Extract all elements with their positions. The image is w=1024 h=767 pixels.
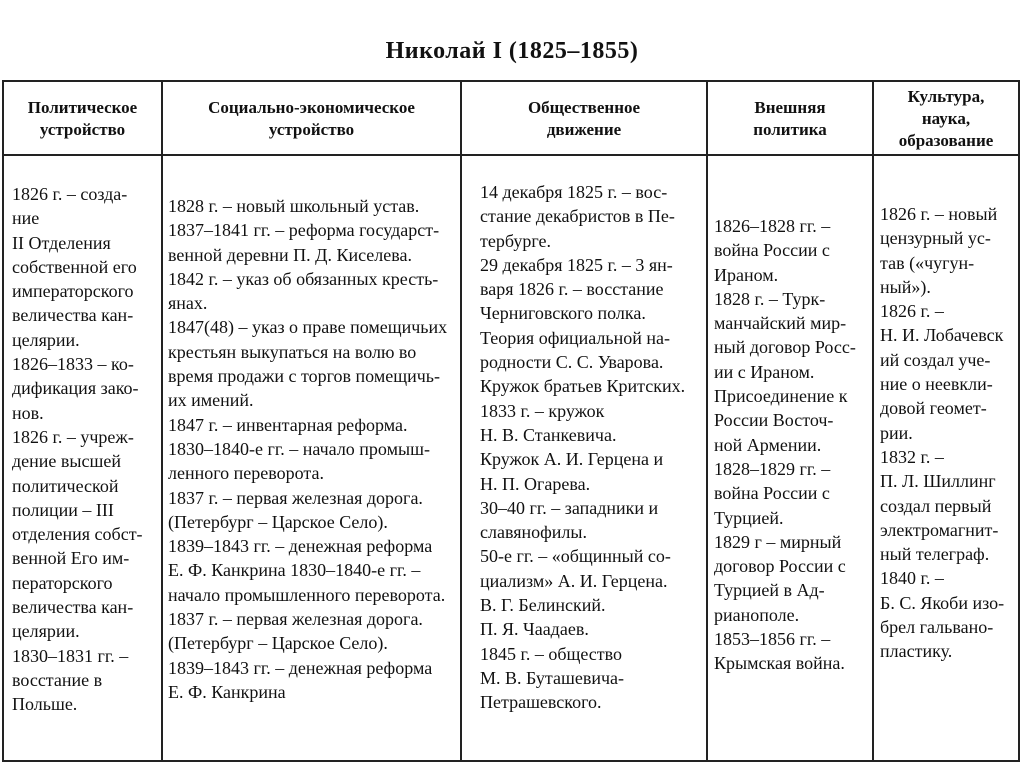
- cell-line: венной Его им-: [12, 548, 130, 569]
- column-foreign-policy: [714, 214, 870, 676]
- cell-line: Кружок братьев Критских.: [480, 376, 686, 397]
- cell-line: дение высшей: [12, 451, 121, 472]
- cell-line: 1845 г. – общество: [480, 643, 623, 664]
- cell-line: Польше.: [12, 694, 78, 715]
- cell-line: договор России с: [714, 556, 846, 577]
- column-culture: [880, 202, 1020, 664]
- table-header-row: [4, 82, 1018, 156]
- cell-line: Е. Ф. Канкрина 1830–1840-е гг. –: [168, 560, 421, 581]
- cell-line: 1828 г. – Турк-: [714, 288, 826, 309]
- cell-line: война России с: [714, 240, 830, 261]
- column-social-movement: [480, 180, 704, 715]
- cell-line: брел гальвано-: [880, 617, 994, 638]
- column-divider: [460, 82, 462, 760]
- cell-line: крестьян выкупаться на волю во: [168, 341, 417, 362]
- cell-line: целярии.: [12, 329, 80, 350]
- cell-line: 1829 г – мирный: [714, 531, 842, 552]
- cell-line: ный телеграф.: [880, 544, 990, 565]
- cell-line: Присоединение к: [714, 386, 848, 407]
- cell-line: война России с: [714, 483, 830, 504]
- cell-line: 1837–1841 гг. – реформа государст-: [168, 220, 440, 241]
- cell-line: довой геомет-: [880, 398, 987, 419]
- cell-line: циализм» А. И. Герцена.: [480, 570, 668, 591]
- cell-line: 29 декабря 1825 г. – 3 ян-: [480, 254, 673, 275]
- cell-line: Турцией.: [714, 507, 784, 528]
- cell-line: России Восточ-: [714, 410, 834, 431]
- cell-line: рии.: [880, 422, 913, 443]
- cell-line: ный»).: [880, 276, 931, 297]
- cell-line: ный договор Росс-: [714, 337, 856, 358]
- cell-line: 1847 г. – инвентарная реформа.: [168, 414, 408, 435]
- cell-line: 1826–1833 – ко-: [12, 354, 134, 375]
- cell-line: 1839–1843 гг. – денежная реформа: [168, 536, 433, 557]
- column-divider: [161, 82, 163, 760]
- cell-line: (Петербург – Царское Село).: [168, 633, 388, 654]
- cell-line: Ираном.: [714, 264, 779, 285]
- cell-line: П. Л. Шиллинг: [880, 471, 996, 492]
- cell-line: отделения собст-: [12, 524, 143, 545]
- cell-line: Турцией в Ад-: [714, 580, 825, 601]
- column-political: [12, 182, 158, 717]
- cell-line: 1830–1840-е гг. – начало промыш-: [168, 438, 430, 459]
- cell-line: 1837 г. – первая железная дорога.: [168, 487, 423, 508]
- cell-line: ние: [12, 208, 40, 229]
- cell-line: ператорского: [12, 572, 113, 593]
- cell-line: 1826 г. – новый: [880, 204, 998, 224]
- cell-line: собственной его: [12, 256, 137, 277]
- cell-line: цензурный ус-: [880, 228, 991, 249]
- cell-line: славянофилы.: [480, 522, 588, 543]
- cell-line: 1839–1843 гг. – денежная реформа: [168, 657, 433, 678]
- cell-line: (Петербург – Царское Село).: [168, 511, 388, 532]
- cell-line: тав («чугун-: [880, 252, 975, 273]
- cell-line: II Отделения: [12, 232, 111, 253]
- cell-line: Н. И. Лобачевск: [880, 325, 1004, 346]
- cell-line: Петрашевского.: [480, 692, 602, 713]
- cell-line: родности С. С. Уварова.: [480, 352, 664, 373]
- cell-line: восстание в: [12, 669, 103, 690]
- cell-line: Н. П. Огарева.: [480, 473, 591, 494]
- cell-line: 1853–1856 гг. –: [714, 629, 831, 650]
- column-divider: [872, 82, 874, 760]
- column-divider: [706, 82, 708, 760]
- cell-line: величества кан-: [12, 305, 134, 326]
- page-title: Николай I (1825–1855): [385, 38, 639, 64]
- cell-line: время продажи с торгов помещичь-: [168, 366, 440, 387]
- cell-line: 1828 г. – новый школьный устав.: [168, 196, 420, 216]
- cell-line: тербурге.: [480, 230, 551, 251]
- cell-line: электромагнит-: [880, 519, 999, 540]
- header-social-movement: Общественное движение: [527, 98, 641, 139]
- cell-line: 1833 г. – кружок: [480, 400, 605, 421]
- cell-line: полиции – III: [12, 499, 114, 520]
- cell-line: Черниговского полка.: [480, 303, 646, 324]
- cell-line: Н. В. Станкевича.: [480, 424, 617, 445]
- history-table: [2, 80, 1020, 762]
- cell-line: П. Я. Чаадаев.: [480, 619, 589, 640]
- cell-line: величества кан-: [12, 597, 134, 618]
- cell-line: Кружок А. И. Герцена и: [480, 449, 664, 470]
- cell-line: 1840 г. –: [880, 568, 944, 589]
- cell-line: 14 декабря 1825 г. – вос-: [480, 182, 668, 202]
- cell-line: ий создал уче-: [880, 349, 991, 370]
- header-political: Политическое устройство: [27, 98, 138, 139]
- cell-line: рианополе.: [714, 604, 800, 625]
- cell-line: М. В. Буташевича-: [480, 667, 624, 688]
- cell-line: создал первый: [880, 495, 992, 516]
- cell-line: Крымская война.: [714, 653, 845, 674]
- cell-line: манчайский мир-: [714, 313, 847, 334]
- cell-line: янах.: [168, 293, 208, 314]
- cell-line: 1828–1829 гг. –: [714, 458, 831, 479]
- column-socioeconomic: [168, 194, 458, 704]
- cell-line: 1830–1831 гг. –: [12, 645, 129, 666]
- cell-line: 1826 г. – созда-: [12, 184, 128, 204]
- cell-line: их имений.: [168, 390, 254, 411]
- header-socioeconomic: Социально-экономическое устройство: [208, 98, 415, 139]
- cell-line: дификация зако-: [12, 378, 139, 399]
- cell-line: 30–40 гг. – западники и: [480, 497, 659, 518]
- cell-line: 1847(48) – указ о праве помещичьих: [168, 317, 448, 338]
- cell-line: 50-е гг. – «общинный со-: [480, 546, 671, 567]
- cell-line: нов.: [12, 402, 44, 423]
- cell-line: 1826 г. – учреж-: [12, 426, 134, 447]
- cell-line: варя 1826 г. – восстание: [480, 279, 664, 300]
- cell-line: пластику.: [880, 641, 953, 662]
- cell-line: Е. Ф. Канкрина: [168, 681, 286, 702]
- cell-line: ной Армении.: [714, 434, 822, 455]
- cell-line: начало промышленного переворота.: [168, 584, 446, 605]
- cell-line: В. Г. Белинский.: [480, 595, 606, 616]
- cell-line: ние о неевкли-: [880, 374, 993, 395]
- header-foreign-policy: Внешняя политика: [753, 98, 827, 139]
- cell-line: ленного переворота.: [168, 463, 324, 484]
- cell-line: Теория официальной на-: [480, 327, 670, 348]
- cell-line: венной деревни П. Д. Киселева.: [168, 244, 413, 265]
- cell-line: 1832 г. –: [880, 446, 944, 467]
- cell-line: 1826 г. –: [880, 301, 944, 322]
- cell-line: политической: [12, 475, 119, 496]
- cell-line: 1837 г. – первая железная дорога.: [168, 609, 423, 630]
- cell-line: ии с Ираном.: [714, 361, 815, 382]
- cell-line: стание декабристов в Пе-: [480, 206, 675, 227]
- cell-line: императорского: [12, 281, 134, 302]
- cell-line: 1842 г. – указ об обязанных кресть-: [168, 268, 439, 289]
- header-culture: Культура, наука, образование: [898, 87, 994, 150]
- cell-line: 1826–1828 гг. –: [714, 216, 831, 236]
- cell-line: Б. С. Якоби изо-: [880, 592, 1005, 613]
- cell-line: целярии.: [12, 621, 80, 642]
